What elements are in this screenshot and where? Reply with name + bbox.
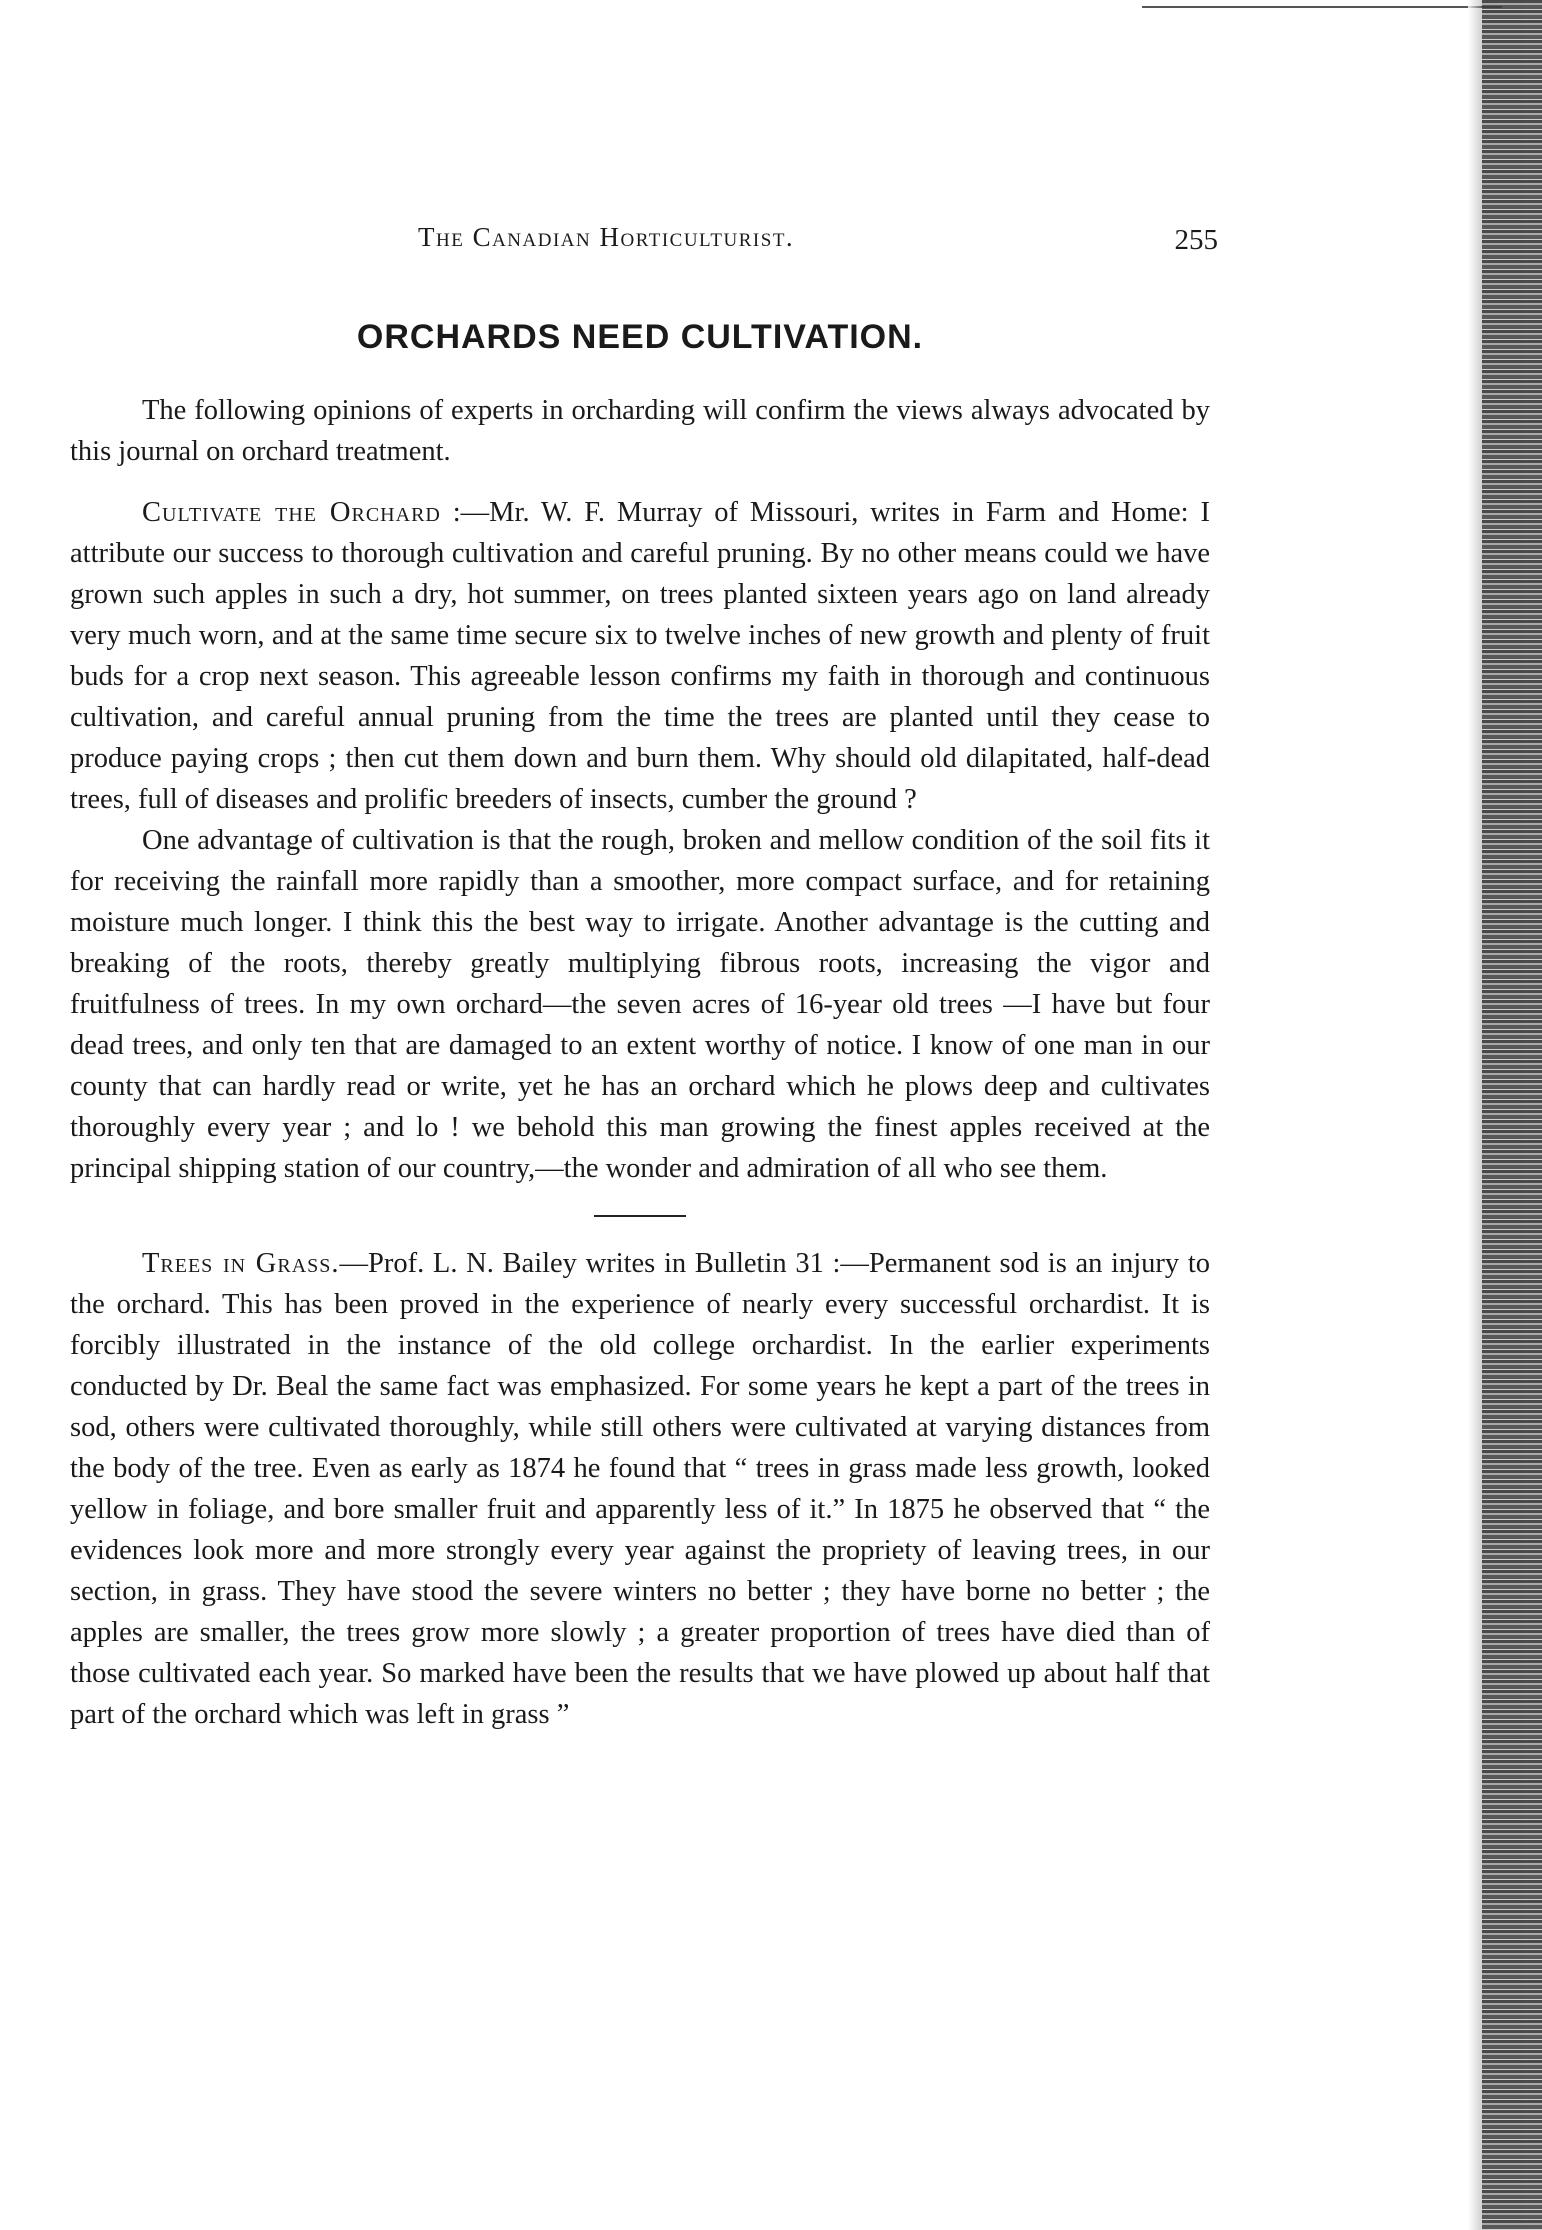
- section-heading-grass: Trees in Grass.: [142, 1248, 340, 1279]
- article-title: ORCHARDS NEED CULTIVATION.: [356, 318, 924, 356]
- page-header: [418, 222, 1218, 262]
- section-grass-paragraph-1: [70, 1243, 1210, 1735]
- top-edge-rule: [1142, 6, 1502, 8]
- section-grass-text-1: —Prof. L. N. Bailey writes in Bulletin 31 :—Permanent sod is an injury to the orchard. This has been proved in the experience of nearly every successful orchardist. It is forcibly illustrated in the instance of the old college orchardist. In the earlier experiments conducted by Dr. Beal the same fact was emphasized. For some years he kept a part of the trees in sod, others were cultivated thoroughly, while still others were cultivated at varying distances from the body of the tree. Even as early as 1874 he found that “ trees in grass made less growth, looked yellow in foliage, and bore smaller fruit and apparently less of it.” In 1875 he observed that “ the evidences look more and more strongly every year against the propriety of leaving trees, in our section, in grass. They have stood the severe winters no better ; they have borne no better ; the apples are smaller, the trees grow more slowly ; a greater proportion of trees have died than of those cultivated each year. So marked have been the results that we have plowed up about half that part of the orchard which was left in grass ”: [70, 1248, 1210, 1730]
- section-cultivate-paragraph-2: One advantage of cultivation is that the rough, broken and mellow condition of the soil fits it for receiving the rainfall more rapidly than a smoother, more compact surface, and for retaining moisture much longer. I think this the best way to irrigate. Another advantage is the cutting and breaking of the roots, thereby greatly multiplying fibrous roots, increasing the vigor and fruitfulness of trees. In my own orchard—the seven acres of 16-year old trees —I have but four dead trees, and only ten that are damaged to an extent worthy of notice. I know of one man in our county that can hardly read or write, yet he has an orchard which he plows deep and cultivates thoroughly every year ; and lo ! we behold this man growing the finest apples received at the principal shipping station of our country,—the wonder and admiration of all who see them.: [70, 825, 1210, 1184]
- article-body: [70, 390, 1210, 1735]
- section-cultivate-text-1: :—Mr. W. F. Murray of Missouri, writes in Farm and Home: I attribute our success to thorough cultivation and careful pruning. By no other means could we have grown such apples in such a dry, hot summer, on trees planted sixteen years ago on land already very much worn, and at the same time secure six to twelve inches of new growth and plenty of fruit buds for a crop next season. This agreeable lesson confirms my faith in thorough and continuous cultivation, and careful annual pruning from the time the trees are planted until they cease to produce paying crops ; then cut them down and burn them. Why should old dilapitated, half-dead trees, full of diseases and prolific breeders of insects, cumber the ground ?: [70, 497, 1210, 815]
- section-divider: [594, 1215, 686, 1217]
- intro-paragraph: The following opinions of experts in orcharding will confirm the views always advocated by this journal on orchard treatment.: [70, 395, 1210, 467]
- section-cultivate-paragraph-1: [70, 492, 1210, 820]
- binding-edge: [1482, 0, 1542, 2230]
- page-number: 255: [1174, 224, 1218, 256]
- running-title: The Canadian Horticulturist.: [418, 222, 795, 252]
- section-heading-cultivate: Cultivate the Orchard: [142, 497, 441, 528]
